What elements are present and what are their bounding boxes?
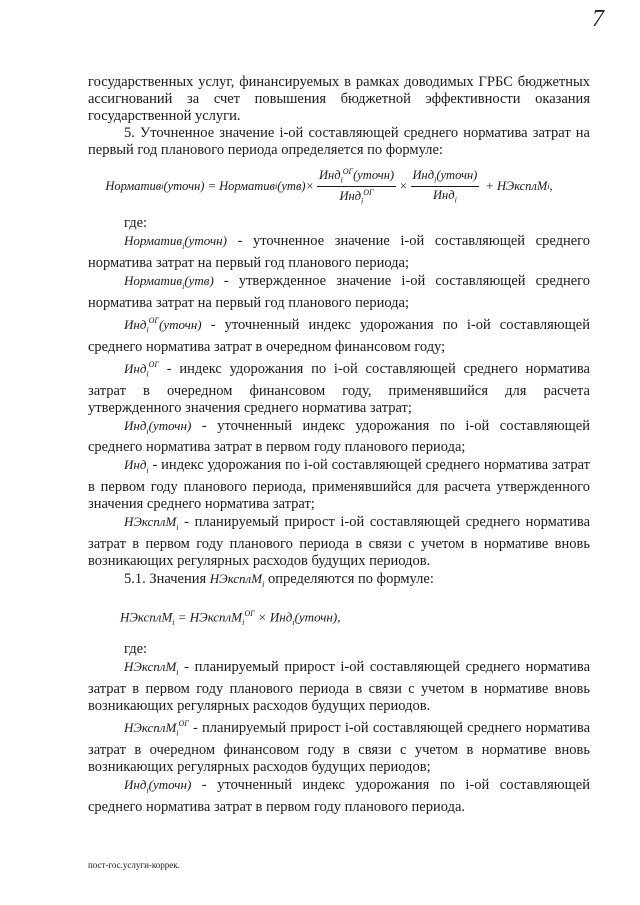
def-normativ-utochn: Норматив$_i$(уточн) - уточненное значение i-ой составляющей среднего норматива затрат на первый год планового периода;	[88, 233, 590, 272]
def2-nekspl-og: НЭксплM$_i^{ОГ}$ - планируемый прирост i-ой составляющей среднего норматива затрат в очередном финансовом году в связи с учетом в нормативе вновь возникающих регулярных расходов будущих периодов;	[88, 718, 590, 775]
def2-nekspl: НЭксплM$_i$ - планируемый прирост i-ой составляющей среднего норматива затрат в первом году планового периода в связи с учетом в нормативе вновь возникающих регулярных расходов будущих периодов.	[88, 659, 590, 714]
formula-normativ: Норматив i (уточн) = Норматив i (утв) × $\frac{Инд_i^{ОГ}(уточн)}{Инд_i^{ОГ}}$ × $\frac{Инд_i(уточн)}{Инд_i}$ + НЭкспл M i ,	[105, 167, 553, 206]
fraction-1: $\frac{Инд_i^{ОГ}(уточн)}{Инд_i^{ОГ}}$	[318, 167, 395, 206]
intro-paragraph: государственных услуг, финансируемых в рамках доводимых ГРБС бюджетных ассигнований за счет повышения бюджетной эффективности оказания государственной услуги.	[88, 74, 590, 124]
where-label: где:	[124, 215, 148, 232]
def-ind-og: Инд$_i^{ОГ}$ - индекс удорожания по i-ой составляющей среднего норматива затрат в очередном финансовом году, применявшийся для расчета утвержденного значения среднего норматива затрат;	[88, 359, 590, 416]
def-ind-og-utochn: Инд$_i^{ОГ}$(уточн) - уточненный индекс удорожания по i-ой составляющей среднего норматива затрат в очередном финансовом году;	[88, 316, 590, 355]
document-body	[88, 74, 590, 816]
item-5-1-paragraph: 5.1. Значения НЭксплM$_i$ определяются по формуле:	[124, 571, 434, 590]
fraction-2: $\frac{Инд_i(уточн)}{Инд_i}$	[412, 168, 478, 205]
formula-nekspl: НЭксплM$_i$ = НЭксплM$_i^{ОГ}$ × Инд$_i$(уточн),	[120, 609, 341, 628]
item-5-paragraph: 5. Уточненное значение i-ой составляющей среднего норматива затрат на первый год планового периода определяется по формуле:	[88, 125, 590, 158]
where-label-2: где:	[124, 641, 148, 658]
def-nekspl: НЭксплM$_i$ - планируемый прирост i-ой составляющей среднего норматива затрат в первом году планового периода в связи с учетом в нормативе вновь возникающих регулярных расходов будущих периодов.	[88, 514, 590, 570]
page-number: 7	[592, 6, 604, 32]
def-ind: Инд$_i$ - индекс удорожания по i-ой составляющей среднего норматива затрат в первом году планового периода, применявшийся для расчета утвержденного значения среднего норматива затрат;	[88, 457, 590, 513]
def2-ind-utochn: Инд$_i$(уточн) - уточненный индекс удорожания по i-ой составляющей среднего норматива затрат в первом году планового периода.	[88, 776, 590, 815]
def-ind-utochn: Инд$_i$(уточн) - уточненный индекс удорожания по i-ой составляющей среднего норматива затрат в первом году планового периода;	[88, 417, 590, 456]
footer-filename: пост-гос.услуги-коррек.	[88, 860, 180, 870]
def-normativ-utv: Норматив$_i$(утв) - утвержденное значение i-ой составляющей среднего норматива затрат на первый год планового периода;	[88, 273, 590, 312]
